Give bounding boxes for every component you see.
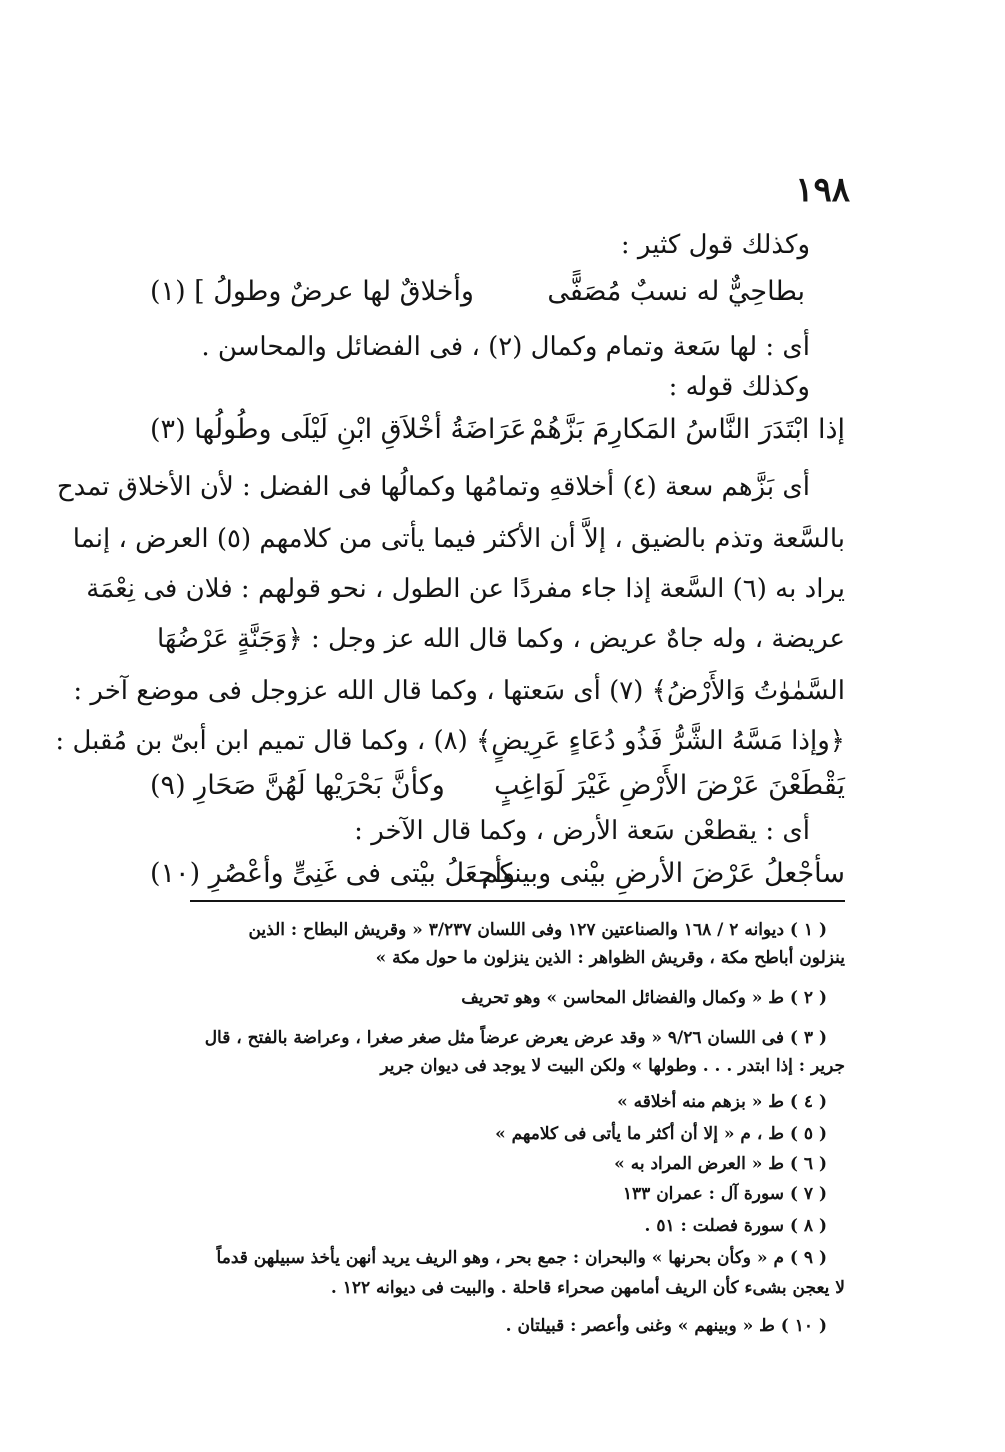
page-number: ١٩٨ bbox=[795, 170, 850, 210]
footnote-3-cont: جرير : إذا ابتدر . . . وطولها » ولكن البيت لا يوجد فى ديوان جرير bbox=[380, 1056, 845, 1076]
body-line: وكذلك قوله : bbox=[668, 372, 810, 402]
body-line: بالسَّعة وتذم بالضيق ، إلاَّ أن الأكثر فيما يأتى من كلامهم (٥) العرض ، إنما bbox=[72, 524, 845, 554]
footnote-1-cont: ينزلون أباطح مكة ، وقريش الظواهر : الذين ينزلون ما حول مكة » bbox=[375, 948, 845, 968]
verse-4 bbox=[150, 858, 845, 898]
verse-hemistich-2: عَرَاضَةُ أخْلاَقِ ابْنِ لَيْلَى وطُولُها (٣) bbox=[150, 414, 527, 445]
verse-hemistich-1: سأجْعلُ عَرْضَ الأرضِ بيْنى وبينكم bbox=[481, 858, 845, 889]
verse-hemistich-1: بطاحِيٌّ له نسبٌ مُصَفًّى bbox=[547, 276, 805, 307]
footnote-9: ( ٩ ) م « وكأن بحرنها » والبحران : جمع بحر ، وهو الريف يريد أنهن يأخذ سبيلهن قدماً bbox=[216, 1248, 827, 1268]
verse-1 bbox=[150, 276, 845, 316]
footnote-10: ( ١٠ ) ط « وبينهم » وغنى وأعصر : قبيلتان . bbox=[505, 1316, 827, 1336]
body-line: وكذلك قول كثير : bbox=[620, 230, 810, 260]
footnote-9-cont: لا يعجن بشىء كأن الريف أمامهن صحراء قاحلة . والبيت فى ديوانه ١٢٢ . bbox=[330, 1278, 845, 1298]
footnote-divider bbox=[190, 900, 845, 902]
body-line: السَّمٰوٰتُ وَالأَرْضُ﴾ (٧) أى سَعتها ، وكما قال الله عزوجل فى موضع آخر : bbox=[73, 676, 845, 706]
body-line: عريضة ، وله جاهٌ عريض ، وكما قال الله عز وجل : ﴿وَجَنَّةٍ عَرْضُهَا bbox=[156, 624, 845, 654]
verse-hemistich-2: وأجعَلُ بيْتى فى غَنِىٍّ وأعْصُرِ (١٠) bbox=[150, 858, 516, 889]
body-line: أى : لها سَعة وتمام وكمال (٢) ، فى الفضائل والمحاسن . bbox=[201, 332, 810, 362]
footnote-5: ( ٥ ) ط ، م « إلا أن أكثر ما يأتى فى كلامهم » bbox=[495, 1124, 827, 1144]
body-line: أى : يقطعْن سَعة الأرض ، وكما قال الآخر : bbox=[354, 816, 810, 846]
footnote-7: ( ٧ ) سورة آل : عمران ١٣٣ bbox=[622, 1184, 827, 1204]
body-line: ﴿وإذا مَسَّهُ الشَّرُّ فَذُو دُعَاءٍ عَرِيضٍ﴾ (٨) ، وكما قال تميم ابن أبىّ بن مُقبل : bbox=[55, 726, 845, 756]
body-line: أى بَزَّهم سعة (٤) أخلاقهِ وتمامُها وكمالُها فى الفضل : لأن الأخلاق تمدح bbox=[56, 472, 810, 502]
verse-hemistich-1: يَقْطَعْنَ عَرْضَ الأَرْضِ غَيْرَ لَوَاغِبٍ bbox=[494, 770, 845, 801]
verse-hemistich-2: وكأنَّ بَحْرَيْها لَهُنَّ صَحَارِ (٩) bbox=[150, 770, 445, 801]
verse-hemistich-1: إذا ابْتَدَرَ النَّاسُ المَكارِمَ بَزَّهُمْ bbox=[529, 414, 845, 445]
footnote-8: ( ٨ ) سورة فصلت : ٥١ . bbox=[644, 1216, 827, 1236]
footnote-2: ( ٢ ) ط « وكمال والفضائل المحاسن » وهو تحريف bbox=[461, 988, 827, 1008]
footnote-4: ( ٤ ) ط « بزهم منه أخلاقه » bbox=[617, 1092, 827, 1112]
verse-3 bbox=[150, 770, 845, 810]
footnote-6: ( ٦ ) ط « العرض المراد به » bbox=[614, 1154, 827, 1174]
verse-hemistich-2: وأخلاقٌ لها عرضٌ وطولُ ] (١) bbox=[150, 276, 474, 307]
footnote-3: ( ٣ ) فى اللسان ٩/٢٦ « وقد عرض يعرض عرضاً مثل صغر صغرا ، وعراضة بالفتح ، قال bbox=[204, 1028, 827, 1048]
verse-2 bbox=[150, 414, 845, 454]
footnote-1: ( ١ ) ديوانه ٢ / ١٦٨ والصناعتين ١٢٧ وفى اللسان ٣/٢٣٧ « وقريش البطاح : الذين bbox=[248, 920, 827, 940]
body-line: يراد به (٦) السَّعة إذا جاء مفردًا عن الطول ، نحو قولهم : فلان فى نِعْمَة bbox=[86, 574, 845, 604]
